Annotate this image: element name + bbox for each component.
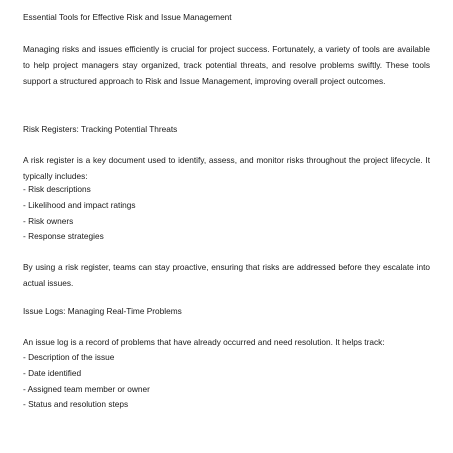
risk-register-items-list [23,182,136,245]
risk-register-closing-paragraph: By using a risk register, teams can stay proactive, ensuring that risks are addressed before they escalate into actual issues. [23,262,430,288]
list-item: - Response strategies [23,229,136,245]
list-item: - Risk descriptions [23,182,136,198]
document-title: Essential Tools for Effective Risk and Issue Management [23,12,232,22]
risk-register-lead-paragraph: A risk register is a key document used to identify, assess, and monitor risks throughout the project lifecycle. It typically includes: [23,155,430,181]
list-item: - Status and resolution steps [23,397,150,413]
intro-paragraph: Managing risks and issues efficiently is crucial for project success. Fortunately, a variety of tools are available to help project managers stay organized, track potential threats, and resolve problems swiftly. These tools support a structured approach to Risk and Issue Management, improving overall project outcomes. [23,44,430,86]
section-heading-risk-registers: Risk Registers: Tracking Potential Threats [23,124,178,134]
list-item: - Date identified [23,366,150,382]
list-item: - Description of the issue [23,350,150,366]
list-item: - Assigned team member or owner [23,382,150,398]
issue-log-items-list [23,350,150,413]
issue-log-lead-paragraph: An issue log is a record of problems that have already occurred and need resolution. It helps track: [23,337,385,347]
section-heading-issue-logs: Issue Logs: Managing Real-Time Problems [23,306,182,316]
list-item: - Risk owners [23,214,136,230]
list-item: - Likelihood and impact ratings [23,198,136,214]
